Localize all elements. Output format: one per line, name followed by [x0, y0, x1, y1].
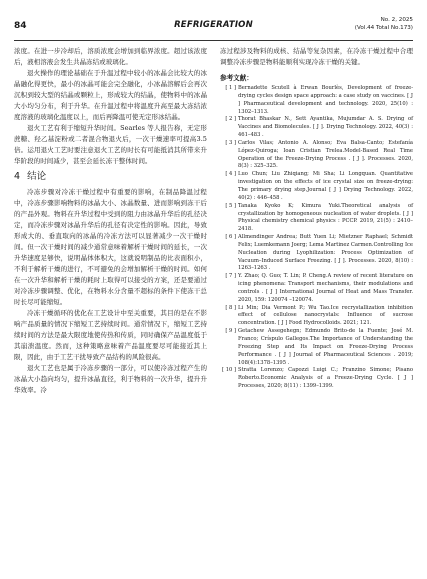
- body-paragraph: 冷冻干燥循环的优化在工艺设计中至关重要，其目的是在不影响产品质量的情况下缩短工艺持续时间。通常情况下，缩短工艺持续时间的方法是最大限度地使传热和传质，同时确保产品温度低于其崩溃温度。然而，这种策略意味着产品温度要尽可能接近其上限，因此，由于工艺干扰导致产品结构的风险很高。: [14, 309, 207, 361]
- reference-item: [220, 234, 413, 273]
- reference-text: Li Min; Dia Vermont P.; Wu Tao.Ice recrystallization inhibition effect of cellulose nanocrystals: Influence of sucrose concentration. [ J ] Food Hydrocolloids. 2021; 121.: [238, 304, 413, 327]
- reference-item: [220, 171, 413, 202]
- reference-item: [220, 367, 413, 391]
- reference-item: [220, 328, 413, 367]
- reference-number: [ 7 ]: [225, 273, 236, 280]
- references-heading: 参考文献：: [220, 74, 253, 82]
- reference-text: Luo Chun; Liu Zhiqiang; Mi Sha; Li Longquan. Quantitative investigation on the effects of ice crystal size on freeze-drying: The primary drying step.Journal [ J ] Drying Technology. 2022, 40(2) : 446–458 .: [238, 171, 413, 201]
- body-paragraph: 退火操作的理论基础在于升温过程中较小的冰晶会比较大的冰晶融化得更快，最小的冰晶可能会完全融化，小冰晶溶解后会再次沉积到较大型的结晶或颗粒上，形成较大的结晶，使物料中的冰晶大小均匀分布，利于升华。在升温过程中将温度升高至最大冻结浓度溶液的玻璃化温度以上，而后再降温可使无定形冰结晶。: [14, 69, 207, 121]
- reference-item: [220, 273, 413, 304]
- issue-number: No. 2, 2025: [380, 17, 413, 23]
- journal-title: REFRIGERATION: [174, 20, 253, 30]
- reference-item: [220, 140, 413, 171]
- reference-item: [220, 116, 413, 140]
- reference-number: [ 4 ]: [225, 171, 236, 178]
- reference-number: [ 8 ]: [225, 304, 236, 311]
- left-paragraphs-bottom: [14, 187, 207, 396]
- section-heading: [14, 170, 207, 183]
- page-header: [14, 15, 413, 37]
- issue-info: [355, 16, 413, 32]
- reference-number: [ 5 ]: [225, 202, 236, 209]
- reference-item: [220, 305, 413, 329]
- issue-volume: (Vol.44 Total No.173): [354, 25, 413, 31]
- reference-item: [220, 85, 413, 116]
- section-title: 结论: [27, 171, 47, 182]
- reference-text: Carlos Vilas; Antonio A. Alonso; Eva Balsa-Canto; Estefanía López-Quiroga; Ioan Cristian Trelea.Model-Based Real Time Operation of the Freeze-Drying Process . [ J ]. Processes. 2020, 8(3) : 325–325.: [238, 139, 413, 170]
- section-number: 4: [14, 171, 21, 182]
- reference-number: [ 9 ]: [225, 328, 236, 335]
- body-paragraph: 退火工艺有利于缩短升华时间。Searles 等人报告称，无定形蔗糖、羟乙基淀粉或二者混合物退火后，一次干燥速率可提高3.5倍。运用退火工艺时要注意退火工艺的时长有可能抵消其所带来升华阶段的时间减少，甚至会延长冻干整体时间。: [14, 124, 207, 165]
- reference-number: [ 3 ]: [225, 139, 236, 146]
- reference-number: [ 2 ]: [225, 116, 236, 123]
- reference-text: Stratta Lorenzo; Capozzi Luigi C.; Franzino Simone; Pisano Roberto.Economic Analysis of a Freeze-Drying Cycle. [ J ] Processes, 2020; 8(11) : 1399–1399.: [238, 367, 413, 390]
- reference-text: Thorat Bhaskar N., Sett Ayantika, Mujumdar A. S. Drying of Vaccines and Biomolecules. [ J ]. Drying Technology. 2022, 40(3) : 461–483 .: [238, 116, 413, 139]
- reference-text: Tanaka Kyoko K; Kimura Yuki.Theoretical analysis of crystallization by homogeneous nucleation of water droplets. [ J ] Physical chemistry chemical physics : PCCP. 2019, 21(5) : 2410–2418.: [238, 202, 413, 233]
- reference-number: [ 10 ]: [222, 367, 236, 374]
- header-rule: [14, 40, 413, 41]
- reference-text: Allmendinger Andrea; Butt Yuen Li; Mietzner Raphael; Schmidt Felix; Luemkemann Joerg; Lema Martinez Carmen.Controlling Ice Nucleation during Lyophilization: Process Optimization of Vacuum–Induced Surface Freezing. [ J ]. Processes. 2020, 8(10) : 1263–1263 .: [238, 234, 413, 272]
- right-paragraph: 冻过程涉及物料的成核、结晶等复杂因素，在冷冻干燥过程中合理调整冷冻步骤是物料能顺利实现冷冻干燥的关键。: [220, 47, 413, 66]
- body-paragraph: 浓度。在进一步冷却后，溶质浓度会增加到临界浓度。超过该浓度后，液相溶液会发生共晶冻结或玻璃化。: [14, 47, 207, 66]
- reference-number: [ 6 ]: [225, 234, 236, 241]
- body-paragraph: 冷冻步骤对冷冻干燥过程中有重要的影响，在制品降温过程中，冷冻步骤影响物料的冰晶大小、冰晶数量、进而影响到冻干后的产品外观。物料在升华过程中受到的阻力由冰晶升华后的孔径决定，而冷冻步骤对冰晶升华后的孔径有决定性的影响。因此，导致形成大的、垂直取向的冰晶的冷冻方法可以显著减少一次干燥时间。但一次干燥时间的减少通常意味着解析干燥时间的延长，一次升华速度足够快，说明晶体体积大，这就说明制品的比表面积小，不利于解析干燥的进行，不可避免的会增加解析干燥的时间。如何在一次升华和解析干燥的耗时上取得可以接受的方案，还是要通过对冷冻步骤调整、优化，在物料水分含量不超标的条件下使冻干总时长尽可能缩短。: [14, 188, 207, 306]
- left-paragraphs-top: [14, 46, 207, 167]
- reference-text: Y. Zhao; Q. Guo; T. Lin; P. Cheng.A review of recent literature on icing phenomena: Transport mechanisms, their modulations and controls . [ J ] International Journal of Heat and Mass Transfer. 2020, 159: 120074 –120074.: [238, 273, 413, 303]
- left-column: [14, 46, 207, 396]
- reference-number: [ 1 ]: [225, 85, 236, 91]
- reference-text: Getachew Assegehegn; Edmundo Brito-de la Fuente; José M. Franco; Críspulo Gallegos.The Importance of Understanding the Freezing Step and Its Impact on Freeze-Drying Process Performance . [ J ] Journal of Pharmaceutical Sciences . 2019; 108(4):1378–1395 .: [238, 328, 413, 366]
- references-list: [220, 85, 413, 391]
- reference-text: Bernadette Scutell à Erwan Bourlès, Development of freeze-drying cycles design space approach: a case study on vaccines. [ J ] Pharmaceutical development and technology. 2020, 25(10) : 1302–1313.: [238, 85, 413, 115]
- page-number: 84: [14, 21, 27, 31]
- body-paragraph: 退火工艺也是属于冷冻步骤的一部分，可以使冷冻过程产生的冰晶大小趋向均匀，提升冰晶直径，利于物料的一次升华，提升升华效率。冷: [14, 364, 207, 394]
- reference-item: [220, 203, 413, 234]
- right-column: [220, 46, 413, 391]
